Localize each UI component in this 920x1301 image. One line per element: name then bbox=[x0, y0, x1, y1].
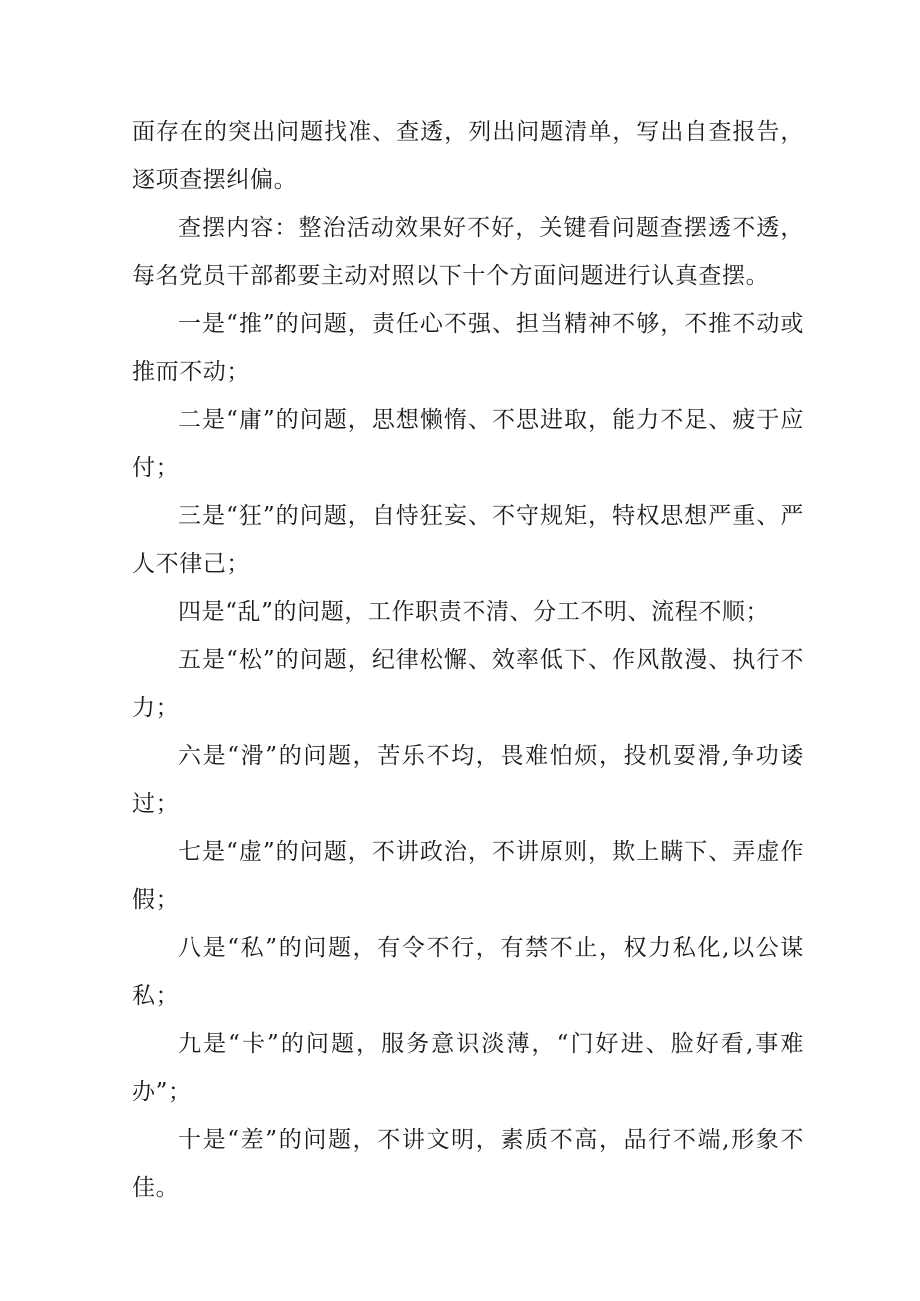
paragraph-item-8: 八是“私”的问题，有令不行，有禁不止，权力私化,以公谋私； bbox=[132, 935, 804, 1009]
paragraph-item-4: 四是“乱”的问题，工作职责不清、分工不明、流程不顺； bbox=[178, 599, 770, 625]
paragraph-item-7: 七是“虚”的问题，不讲政治，不讲原则，欺上瞒下、弄虚作假； bbox=[132, 839, 804, 913]
paragraph-item-3: 三是“狂”的问题，自恃狂妄、不守规矩，特权思想严重、严人不律己； bbox=[132, 503, 804, 577]
document-body bbox=[132, 108, 804, 1212]
paragraph-item-5: 五是“松”的问题，纪律松懈、效率低下、作风散漫、执行不力； bbox=[132, 647, 804, 721]
paragraph-review-content: 查摆内容：整治活动效果好不好，关键看问题查摆透不透，每名党员干部都要主动对照以下十个方面问题进行认真查摆。 bbox=[132, 215, 804, 289]
paragraph-item-1: 一是“推”的问题，责任心不强、担当精神不够，不推不动或推而不动； bbox=[132, 311, 804, 385]
paragraph-continuation: 面存在的突出问题找准、查透，列出问题清单，写出自查报告，逐项查摆纠偏。 bbox=[132, 119, 804, 193]
paragraph-item-10: 十是“差”的问题，不讲文明，素质不高，品行不端,形象不佳。 bbox=[132, 1127, 804, 1201]
paragraph-item-9: 九是“卡”的问题，服务意识淡薄，“门好进、脸好看,事难办”； bbox=[132, 1031, 804, 1105]
paragraph-item-6: 六是“滑”的问题，苦乐不均，畏难怕烦，投机耍滑,争功诿过； bbox=[132, 743, 804, 817]
paragraph-item-2: 二是“庸”的问题，思想懒惰、不思进取，能力不足、疲于应付； bbox=[132, 407, 804, 481]
